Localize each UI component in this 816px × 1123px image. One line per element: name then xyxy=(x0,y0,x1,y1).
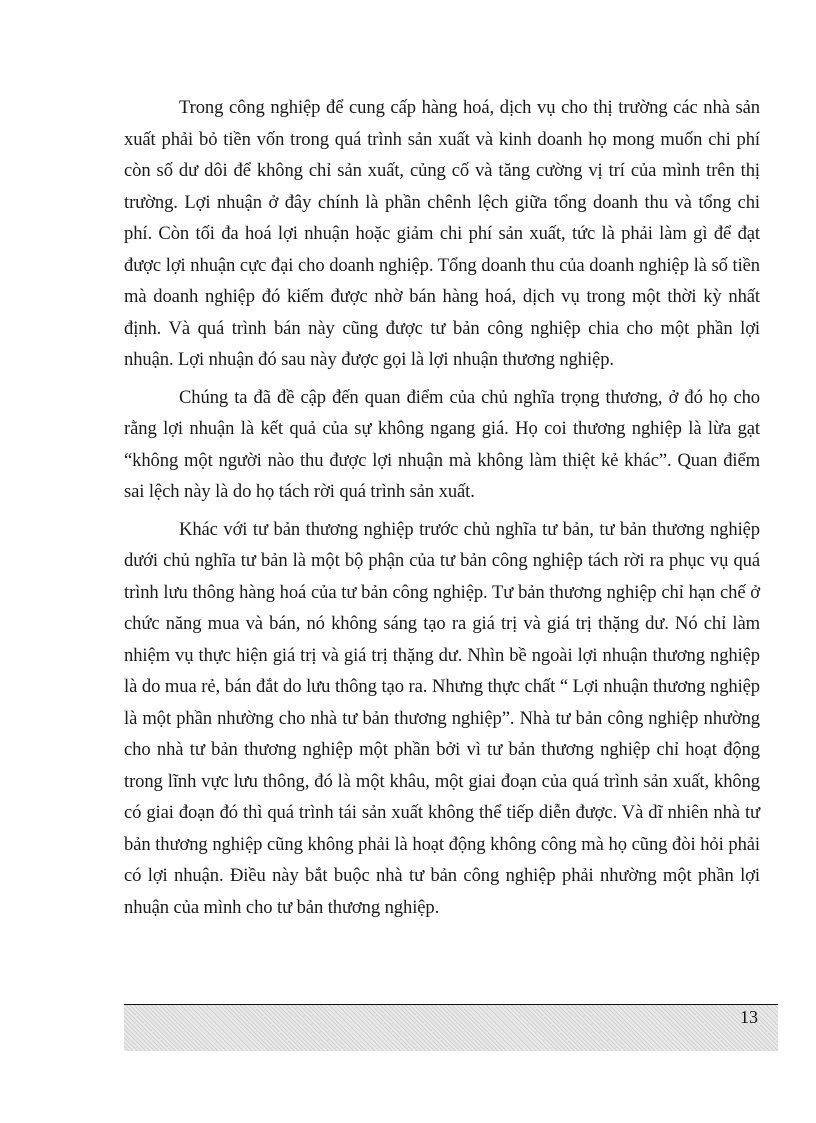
paragraph-1: Trong công nghiệp để cung cấp hàng hoá, dịch vụ cho thị trường các nhà sản xuất phải bỏ tiền vốn trong quá trình sản xuất và kinh doanh họ mong muốn chi phí còn số dư dôi để không chỉ sản xuất, củng cố và tăng cường vị trí của mình trên thị trường. Lợi nhuận ở đây chính là phần chênh lệch giữa tổng doanh thu và tổng chi phí. Còn tối đa hoá lợi nhuận hoặc giảm chi phí sản xuất, tức là phải làm gì để đạt được lợi nhuận cực đại cho doanh nghiệp. Tổng doanh thu của doanh nghiệp là số tiền mà doanh nghiệp đó kiếm được nhờ bán hàng hoá, dịch vụ trong một thời kỳ nhất định. Và quá trình bán này cũng được tư bản công nghiệp chia cho một phần lợi nhuận. Lợi nhuận đó sau này được gọi là lợi nhuận thương nghiệp. xyxy=(124,97,760,370)
document-body xyxy=(124,92,760,929)
paragraph-3: Khác với tư bản thương nghiệp trước chủ nghĩa tư bản, tư bản thương nghiệp dưới chủ nghĩa tư bản là một bộ phận của tư bản công nghiệp tách rời ra phục vụ quá trình lưu thông hàng hoá của tư bản công nghiệp. Tư bản thương nghiệp chỉ hạn chế ở chức năng mua và bán, nó không sáng tạo ra giá trị và giá trị thặng dư. Nó chỉ làm nhiệm vụ thực hiện giá trị và giá trị thặng dư. Nhìn bề ngoài lợi nhuận thương nghiệp là do mua rẻ, bán đắt do lưu thông tạo ra. Nhưng thực chất “ Lợi nhuận thương nghiệp là một phần nhường cho nhà tư bản thương nghiệp”. Nhà tư bản công nghiệp nhường cho nhà tư bản thương nghiệp một phần bởi vì tư bản thương nghiệp chỉ hoạt động trong lĩnh vực lưu thông, đó là một khâu, một giai đoạn của quá trình sản xuất, không có giai đoạn đó thì quá trình tái sản xuất không thể tiếp diễn được. Và dĩ nhiên nhà tư bản thương nghiệp cũng không phải là hoạt động không công mà họ cũng đòi hỏi phải có lợi nhuận. Điều này bắt buộc nhà tư bản công nghiệp phải nhường một phần lợi nhuận của mình cho tư bản thương nghiệp. xyxy=(124,518,760,918)
page-footer xyxy=(124,1004,778,1051)
paragraph-2: Chúng ta đã đề cập đến quan điểm của chủ nghĩa trọng thương, ở đó họ cho rằng lợi nhuận là kết quả của sự không ngang giá. Họ coi thương nghiệp là lừa gạt “không một người nào thu được lợi nhuận mà không làm thiệt kẻ khác”. Quan điểm sai lệch này là do họ tách rời quá trình sản xuất. xyxy=(124,386,760,502)
page-number: 13 xyxy=(740,1007,758,1027)
